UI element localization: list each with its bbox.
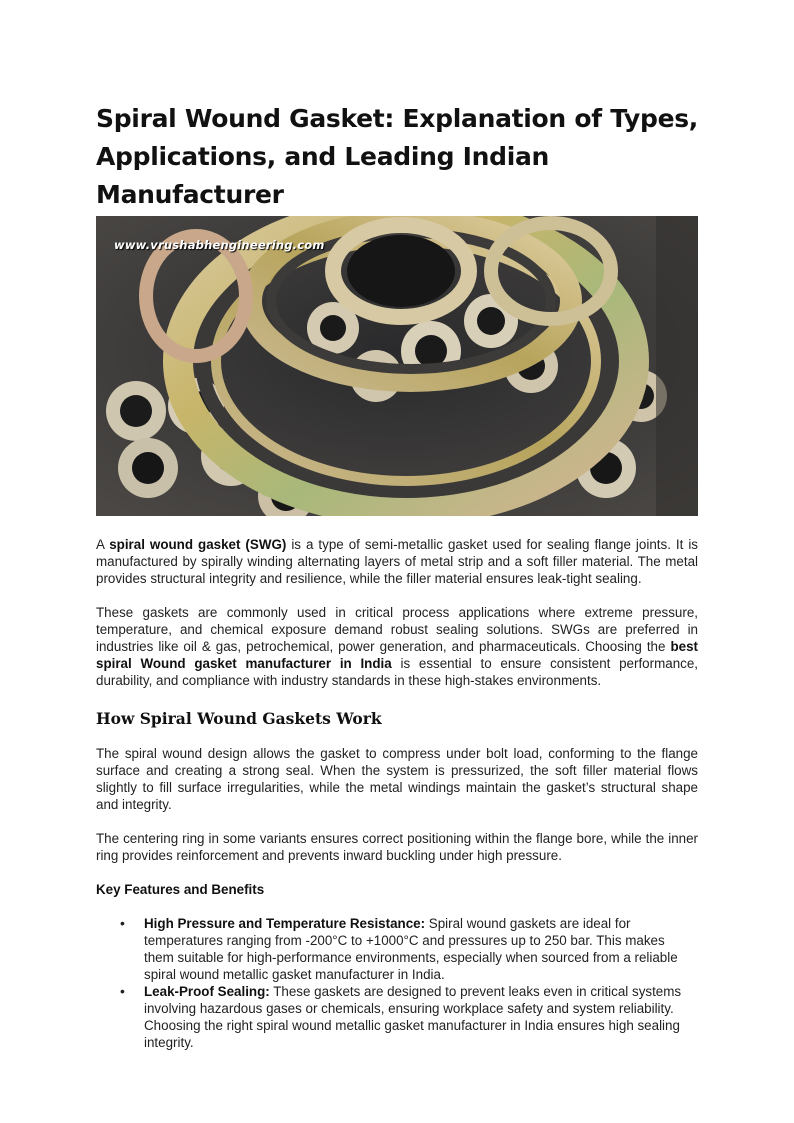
manufacturer-phrase: best spiral Wound gasket manufacturer in India	[96, 639, 698, 671]
intro-paragraph-1: A spiral wound gasket (SWG) is a type of semi-metallic gasket used for sealing flange joints. It is manufactured by spirally winding alternating layers of metal strip and a soft filler material. The metal provides structural integrity and resilience, while the filler material ensures leak-tight sealing.	[96, 537, 698, 586]
list-item: • High Pressure and Temperature Resistance: Spiral wound gaskets are ideal for temperatures ranging from -200°C to +1000°C and pressures up to 250 bar. This makes them suitable for high-performance environments, especially when sourced from a reliable spiral wound metallic gasket manufacturer in India.	[144, 915, 698, 983]
features-list	[96, 915, 698, 1051]
how-paragraph-1: The spiral wound design allows the gasket to compress under bolt load, conforming to the flange surface and creating a strong seal. When the system is pressurized, the soft filler material flows slightly to fill surface irregularities, while the metal windings maintain the gasket’s structural shape and integrity.	[96, 746, 698, 812]
page-title: Spiral Wound Gasket: Explanation of Types, Applications, and Leading Indian Manufacturer	[96, 104, 699, 209]
how-paragraph-2: The centering ring in some variants ensures correct positioning within the flange bore, while the inner ring provides reinforcement and prevents inward buckling under high pressure.	[96, 831, 698, 863]
intro-paragraph-2: These gaskets are commonly used in critical process applications where extreme pressure, temperature, and chemical exposure demand robust sealing solutions. SWGs are preferred in industries like oil & gas, petrochemical, power generation, and pharmaceuticals. Choosing the best spiral Wound gasket manufacturer in India is essential to ensure consistent performance, durability, and compliance with industry standards in these high-stakes environments.	[96, 605, 698, 688]
section-heading-how-it-works: How Spiral Wound Gaskets Work	[96, 709, 382, 728]
swg-term: spiral wound gasket (SWG)	[109, 537, 287, 552]
document-page	[96, 100, 698, 1051]
features-heading: Key Features and Benefits	[96, 882, 265, 897]
gasket-photo	[96, 216, 698, 516]
list-item: • Leak-Proof Sealing: These gaskets are designed to prevent leaks even in critical systems involving hazardous gases or chemicals, ensuring workplace safety and system reliability. Choosing the right spiral wound metallic gasket manufacturer in India ensures high sealing integrity.	[144, 983, 698, 1051]
image-watermark: www.vrushabhengineering.com	[114, 238, 325, 252]
gasket-illustration	[96, 216, 698, 516]
